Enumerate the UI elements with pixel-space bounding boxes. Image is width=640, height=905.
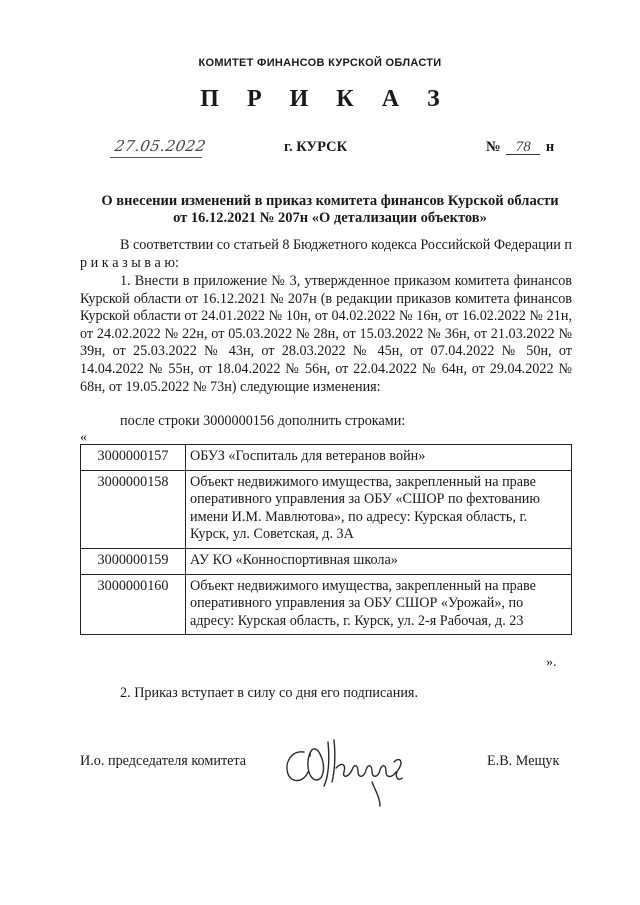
- after-line: после строки 3000000156 дополнить строками:: [120, 413, 406, 429]
- table-row: [81, 470, 572, 548]
- city: г. КУРСК: [284, 139, 348, 155]
- row-text: АУ КО «Конноспортивная школа»: [186, 548, 572, 574]
- signer-role: И.о. председателя комитета: [80, 753, 247, 769]
- signature-image: [276, 722, 416, 812]
- row-text: Объект недвижимого имущества, закрепленный на праве оперативного управления за ОБУ СШОР «Урожай», по адресу: Курская область, г. Курск, ул. 2-я Рабочая, д. 23: [186, 574, 572, 635]
- objects-table: [80, 444, 572, 635]
- date-underline: [110, 157, 202, 158]
- heading-line-2: от 16.12.2021 № 207н «О детализации объектов»: [173, 210, 487, 226]
- table-row: [81, 445, 572, 471]
- open-quote: «: [80, 430, 87, 445]
- document-title: П Р И К А З: [200, 86, 451, 112]
- row-code: 3000000157: [81, 445, 186, 471]
- number-suffix: н: [545, 139, 555, 155]
- handwritten-number: 78: [506, 140, 540, 155]
- item-2: 2. Приказ вступает в силу со дня его подписания.: [120, 685, 418, 701]
- signer-name: Е.В. Мещук: [487, 753, 560, 769]
- table-row: [81, 574, 572, 635]
- row-code: 3000000160: [81, 574, 186, 635]
- preamble: В соответствии со статьей 8 Бюджетного кодекса Российской Федерации п р и к а з ы в а ю:: [80, 237, 572, 271]
- row-code: 3000000159: [81, 548, 186, 574]
- table-row: [81, 548, 572, 574]
- row-text: Объект недвижимого имущества, закрепленный на праве оперативного управления за ОБУ «СШОР по фехтованию имени И.М. Мавлютова», по адресу: Курская область, г. Курск, ул. Советская, д. 3А: [186, 470, 572, 548]
- number-prefix: №: [486, 139, 501, 155]
- order-heading: [60, 193, 600, 227]
- heading-line-1: О внесении изменений в приказ комитета финансов Курской области: [101, 193, 559, 209]
- organization-name: КОМИТЕТ ФИНАНСОВ КУРСКОЙ ОБЛАСТИ: [198, 57, 442, 69]
- close-quote: ».: [546, 655, 557, 670]
- row-code: 3000000158: [81, 470, 186, 548]
- item-1: 1. Внести в приложение № 3, утвержденное приказом комитета финансов Курской области от 16.12.2021 № 207н (в редакции приказов комитета финансов Курской области от 24.01.2022 № 10н, от 04.02.2022 № 16н, от 16.02.2022 № 21н, от 24.02.2022 № 22н, от 05.03.2022 № 28н, от 15.03.2022 № 36н, от 21.03.2022 № 39н, от 25.03.2022 № 43н, от 28.03.2022 № 45н, от 07.04.2022 № 50н, от 14.04.2022 № 55н, от 18.04.2022 № 56н, от 22.04.2022 № 64н, от 29.04.2022 № 68н, от 19.05.2022 № 73н) следующие изменения:: [80, 273, 572, 395]
- handwritten-date: 27.05.2022: [113, 137, 208, 155]
- row-text: ОБУЗ «Госпиталь для ветеранов войн»: [186, 445, 572, 471]
- order-number: [486, 139, 554, 156]
